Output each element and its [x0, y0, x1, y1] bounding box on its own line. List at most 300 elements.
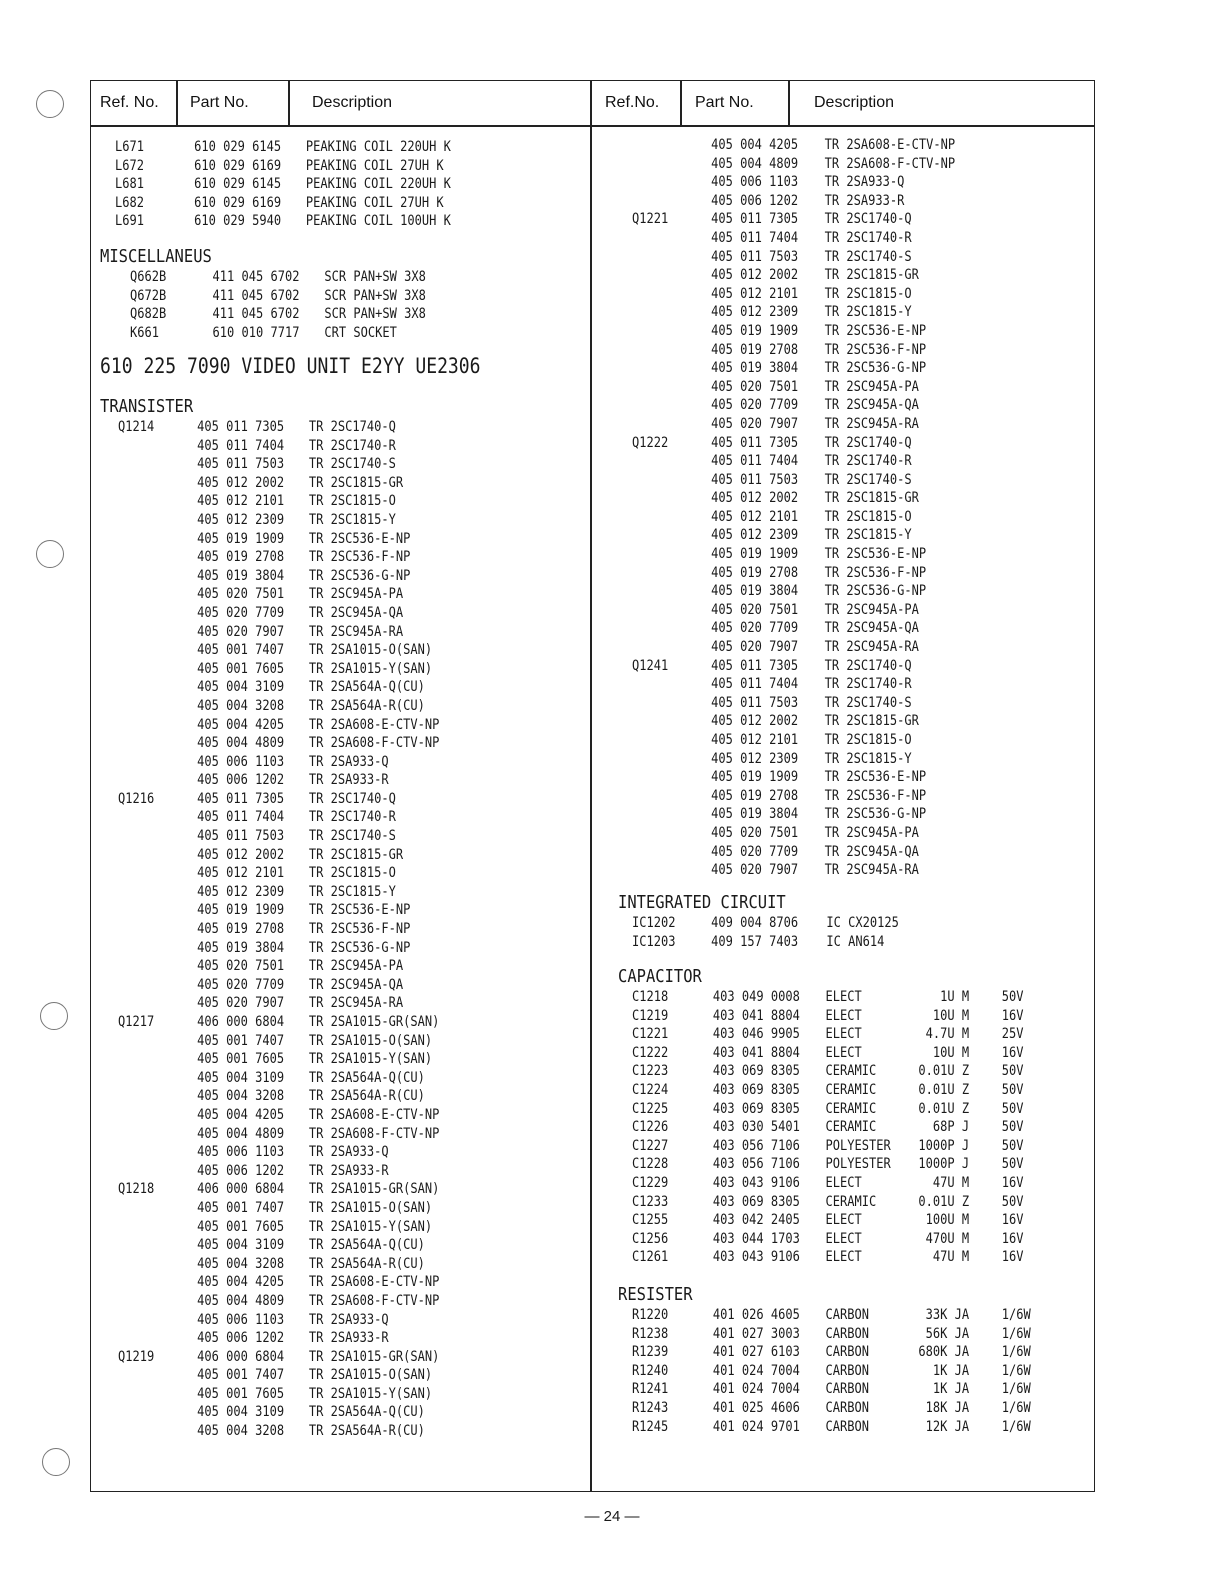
cell-part: 403 069 8305: [712, 1081, 800, 1098]
cell-ref: C1255: [632, 1212, 669, 1229]
cell-desc: TR 2SC1815-O: [308, 865, 396, 882]
cell-desc: TR 2SC536-E-NP: [824, 322, 927, 339]
punch-hole-lower: [40, 1002, 68, 1030]
cell-part: 403 041 8804: [712, 1044, 800, 1061]
cell-part: 405 012 2309: [197, 511, 285, 528]
cell-desc: TR 2SC945A-PA: [824, 824, 919, 841]
cell-desc: TR 2SA608-F-CTV-NP: [308, 1292, 440, 1309]
header-desc-left: Description: [312, 94, 393, 111]
cell-desc: TR 2SC945A-RA: [308, 995, 404, 1012]
cell-type: CARBON: [825, 1325, 869, 1342]
cell-part: 405 006 1103: [197, 1311, 285, 1328]
cell-desc: TR 2SC536-G-NP: [308, 567, 411, 584]
cell-val: 100U M: [925, 1212, 970, 1229]
cell-part: 405 006 1202: [197, 1330, 285, 1347]
cell-type: CERAMIC: [825, 1081, 877, 1098]
cell-ref: L672: [115, 157, 144, 174]
cell-val: 1000P J: [918, 1156, 970, 1173]
cell-desc: TR 2SA1015-O(SAN): [308, 1367, 433, 1384]
cell-part: 405 004 3109: [197, 1069, 285, 1086]
cell-volt: 16V: [1001, 1174, 1024, 1191]
punch-hole-top: [36, 90, 64, 118]
cell-part: 405 004 4205: [197, 716, 285, 733]
header-part-left: Part No.: [190, 94, 249, 111]
cell-volt: 16V: [1001, 1249, 1024, 1266]
cell-part: 401 025 4606: [712, 1399, 800, 1416]
cell-type: ELECT: [825, 1174, 862, 1191]
cell-desc: TR 2SC1740-S: [824, 694, 912, 711]
cell-desc: TR 2SC1815-O: [308, 493, 396, 510]
page-number: — 24 —: [584, 1508, 640, 1525]
cell-part: 405 020 7907: [711, 862, 799, 879]
cell-val: 1U M: [940, 989, 970, 1005]
cell-part: 403 069 8305: [712, 1100, 800, 1117]
cell-val: 0.01U Z: [918, 1081, 970, 1098]
cell-volt: 50V: [1001, 1193, 1024, 1210]
cell-desc: CRT SOCKET: [324, 324, 397, 341]
header-sep: [288, 80, 290, 126]
cell-desc: TR 2SC945A-QA: [824, 397, 919, 414]
cell-type: CARBON: [825, 1381, 869, 1398]
cell-part: 405 019 2708: [711, 787, 799, 804]
cell-part: 405 019 3804: [711, 360, 799, 377]
cell-desc: TR 2SC536-G-NP: [824, 806, 927, 823]
cell-part: 405 020 7907: [197, 623, 285, 640]
cell-part: 406 000 6804: [197, 1348, 285, 1365]
header-ref-right: Ref.No.: [605, 94, 660, 111]
cell-part: 405 011 7503: [197, 828, 285, 845]
cell-part: 405 019 2708: [711, 564, 799, 581]
cell-desc: TR 2SA1015-O(SAN): [308, 1032, 433, 1049]
cell-desc: TR 2SC1740-S: [308, 456, 396, 473]
cell-part: 405 011 7305: [197, 790, 285, 807]
cell-desc: TR 2SC945A-RA: [308, 623, 404, 640]
cell-desc: TR 2SC1815-O: [824, 285, 912, 302]
cell-desc: TR 2SC536-F-NP: [308, 549, 411, 566]
cell-ref: Q662B: [130, 269, 167, 285]
cell-ref: C1261: [632, 1249, 669, 1266]
cell-type: CERAMIC: [825, 1100, 877, 1117]
cell-part: 405 019 2708: [711, 341, 799, 358]
cell-part: 403 042 2405: [712, 1212, 800, 1229]
cell-part: 401 027 6103: [712, 1344, 800, 1361]
cell-part: 405 012 2002: [197, 474, 285, 491]
cell-ref: C1221: [632, 1026, 669, 1043]
cell-ref: L682: [115, 194, 144, 211]
cell-ref: C1218: [632, 989, 669, 1005]
cell-desc: TR 2SC1740-R: [308, 437, 396, 454]
cell-part: 405 001 7605: [197, 1218, 285, 1235]
cell-volt: 50V: [1001, 989, 1024, 1005]
cell-val: 1K JA: [932, 1362, 970, 1379]
cell-desc: TR 2SA933-Q: [824, 174, 905, 191]
cell-part: 405 019 3804: [197, 939, 285, 956]
cell-part: 401 024 9701: [712, 1418, 800, 1435]
cell-val: 10U M: [932, 1044, 970, 1061]
cell-desc: IC CX20125: [826, 915, 899, 931]
cell-volt: 1/6W: [1001, 1307, 1031, 1323]
cell-ref: C1229: [632, 1174, 669, 1191]
cell-part: 405 001 7407: [197, 1367, 285, 1384]
cell-part: 405 004 3208: [197, 1423, 285, 1440]
cell-part: 405 020 7709: [711, 397, 799, 414]
cell-desc: TR 2SC945A-QA: [824, 620, 919, 637]
cell-type: ELECT: [825, 1026, 862, 1043]
cell-ref: R1241: [632, 1381, 669, 1398]
cell-ref: Q1222: [632, 434, 669, 451]
cell-ref: Q682B: [130, 306, 167, 323]
cell-part: 405 020 7709: [711, 843, 799, 860]
cell-desc: TR 2SA933-Q: [308, 1311, 389, 1328]
cell-part: 411 045 6702: [212, 287, 300, 304]
cell-part: 405 004 4809: [197, 735, 285, 752]
cell-part: 405 011 7503: [711, 694, 799, 711]
cell-part: 409 004 8706: [711, 915, 799, 931]
cell-desc: SCR PAN+SW 3X8: [324, 287, 426, 304]
cell-desc: TR 2SC1740-S: [824, 248, 912, 265]
cell-part: 405 019 2708: [197, 921, 285, 938]
cell-desc: TR 2SA933-R: [308, 1162, 389, 1179]
cell-volt: 16V: [1001, 1212, 1024, 1229]
cell-ref: R1220: [632, 1307, 669, 1323]
cell-part: 401 024 7004: [712, 1362, 800, 1379]
cell-desc: TR 2SC536-F-NP: [308, 921, 411, 938]
cell-desc: PEAKING COIL 27UH K: [305, 194, 444, 211]
cell-part: 405 019 1909: [711, 546, 799, 563]
cell-part: 405 019 3804: [711, 806, 799, 823]
cell-volt: 50V: [1001, 1063, 1024, 1080]
cell-ref: IC1203: [632, 933, 676, 950]
cell-desc: TR 2SA1015-GR(SAN): [308, 1181, 440, 1198]
cell-part: 405 012 2309: [711, 527, 799, 544]
cell-desc: TR 2SA608-E-CTV-NP: [308, 1274, 440, 1291]
cell-desc: TR 2SC1740-Q: [824, 211, 912, 228]
cell-desc: TR 2SC1815-Y: [824, 527, 912, 544]
cell-type: CERAMIC: [825, 1063, 877, 1080]
cell-volt: 1/6W: [1001, 1325, 1031, 1342]
cell-type: CERAMIC: [825, 1119, 877, 1136]
section-title-transister-left: TRANSISTER: [100, 396, 194, 417]
cell-desc: TR 2SA564A-Q(CU): [308, 1069, 425, 1086]
cell-part: 405 012 2101: [197, 493, 285, 510]
cell-desc: TR 2SA1015-O(SAN): [308, 642, 433, 659]
section-title-misc: MISCELLANEUS: [100, 246, 212, 267]
cell-part: 405 020 7501: [197, 958, 285, 975]
cell-part: 405 020 7709: [197, 976, 285, 993]
cell-part: 405 011 7305: [711, 657, 799, 674]
cell-desc: TR 2SC536-G-NP: [824, 360, 927, 377]
cell-type: CARBON: [825, 1307, 869, 1323]
cell-part: 405 020 7501: [711, 601, 799, 618]
cell-part: 610 029 5940: [194, 213, 282, 230]
cell-part: 401 024 7004: [712, 1381, 800, 1398]
cell-part: 405 019 1909: [711, 769, 799, 786]
cell-part: 405 004 3208: [197, 697, 285, 714]
cell-ref: C1219: [632, 1007, 669, 1024]
cell-desc: TR 2SC1815-O: [824, 732, 912, 748]
cell-val: 56K JA: [925, 1325, 970, 1342]
header-ref-left: Ref. No.: [100, 94, 159, 111]
cell-part: 405 001 7605: [197, 1385, 285, 1402]
cell-part: 610 029 6169: [194, 157, 282, 174]
cell-desc: TR 2SC1815-Y: [308, 883, 396, 900]
cell-part: 405 012 2309: [197, 883, 285, 900]
cell-desc: TR 2SA564A-R(CU): [308, 1255, 425, 1272]
cell-desc: TR 2SA608-E-CTV-NP: [308, 1106, 440, 1123]
cell-desc: TR 2SC536-F-NP: [824, 564, 927, 581]
section-title-resister: RESISTER: [618, 1284, 693, 1305]
cell-desc: TR 2SA608-F-CTV-NP: [308, 1125, 440, 1142]
cell-val: 680K JA: [918, 1344, 970, 1361]
cell-part: 405 019 3804: [197, 567, 285, 584]
cell-desc: TR 2SA1015-Y(SAN): [308, 1218, 433, 1235]
cell-part: 405 004 4809: [197, 1292, 285, 1309]
cell-desc: TR 2SA564A-Q(CU): [308, 1404, 425, 1421]
cell-val: 47U M: [932, 1174, 970, 1191]
header-sep: [788, 80, 790, 126]
cell-part: 405 011 7305: [197, 419, 285, 435]
cell-part: 403 069 8305: [712, 1063, 800, 1080]
cell-part: 405 006 1202: [711, 192, 799, 209]
cell-desc: TR 2SC536-E-NP: [308, 902, 411, 919]
cell-desc: TR 2SC945A-PA: [308, 586, 404, 603]
cell-desc: TR 2SA933-Q: [308, 1144, 389, 1161]
cell-desc: TR 2SC945A-QA: [824, 843, 919, 860]
cell-part: 405 011 7305: [711, 211, 799, 228]
cell-part: 405 012 2101: [197, 865, 285, 882]
cell-ref: C1222: [632, 1044, 669, 1061]
cell-part: 405 019 1909: [197, 530, 285, 547]
cell-desc: TR 2SC1815-Y: [308, 511, 396, 528]
cell-desc: TR 2SC1740-S: [824, 471, 912, 488]
cell-val: 0.01U Z: [918, 1193, 970, 1210]
cell-ref: C1233: [632, 1193, 669, 1210]
cell-desc: TR 2SC1815-GR: [308, 474, 404, 491]
cell-type: ELECT: [825, 1249, 862, 1266]
cell-volt: 1/6W: [1001, 1399, 1031, 1416]
cell-desc: TR 2SA933-Q: [308, 753, 389, 770]
cell-type: CARBON: [825, 1399, 869, 1416]
cell-type: ELECT: [825, 1007, 862, 1024]
cell-part: 403 056 7106: [712, 1156, 800, 1173]
cell-desc: TR 2SA1015-GR(SAN): [308, 1348, 440, 1365]
header-part-right: Part No.: [695, 94, 754, 111]
cell-type: ELECT: [825, 989, 862, 1005]
cell-ref: Q1218: [118, 1181, 155, 1198]
cell-desc: TR 2SA608-E-CTV-NP: [308, 716, 440, 733]
cell-part: 405 019 1909: [711, 322, 799, 339]
cell-desc: TR 2SA1015-GR(SAN): [308, 1014, 440, 1030]
cell-ref: Q1214: [118, 419, 155, 435]
cell-part: 405 006 1202: [197, 1162, 285, 1179]
cell-ref: C1256: [632, 1230, 669, 1247]
cell-part: 405 020 7907: [711, 639, 799, 656]
cell-desc: TR 2SC1740-R: [308, 809, 396, 826]
cell-ref: C1225: [632, 1100, 669, 1117]
cell-desc: TR 2SC1740-Q: [824, 657, 912, 674]
cell-desc: TR 2SC536-G-NP: [824, 583, 927, 600]
cell-desc: TR 2SC536-E-NP: [824, 546, 927, 563]
cell-ref: R1240: [632, 1362, 669, 1379]
cell-desc: TR 2SC1815-Y: [824, 304, 912, 321]
cell-part: 405 011 7503: [197, 456, 285, 473]
cell-part: 405 001 7407: [197, 1032, 285, 1049]
cell-part: 405 004 4809: [197, 1125, 285, 1142]
cell-part: 403 044 1703: [712, 1230, 800, 1247]
cell-ref: C1228: [632, 1156, 669, 1173]
cell-part: 405 001 7407: [197, 1199, 285, 1216]
cell-part: 405 020 7709: [197, 604, 285, 621]
cell-desc: TR 2SA933-R: [824, 192, 905, 209]
cell-volt: 50V: [1001, 1100, 1024, 1117]
cell-ref: Q1219: [118, 1348, 155, 1365]
cell-part: 401 026 4605: [712, 1307, 800, 1323]
cell-desc: TR 2SC1740-Q: [824, 434, 912, 451]
cell-part: 405 020 7501: [197, 586, 285, 603]
cell-part: 405 020 7501: [711, 378, 799, 395]
cell-val: 68P J: [932, 1119, 970, 1136]
cell-part: 405 019 2708: [197, 549, 285, 566]
cell-part: 405 020 7907: [711, 415, 799, 432]
cell-ref: Q1216: [118, 790, 155, 807]
cell-val: 1K JA: [932, 1381, 970, 1398]
cell-volt: 16V: [1001, 1044, 1024, 1061]
cell-ref: C1223: [632, 1063, 669, 1080]
cell-desc: TR 2SC1740-R: [824, 453, 912, 470]
cell-part: 411 045 6702: [212, 306, 300, 323]
cell-ref: C1226: [632, 1119, 669, 1136]
cell-part: 403 056 7106: [712, 1137, 800, 1154]
cell-val: 470U M: [925, 1230, 970, 1247]
cell-part: 405 012 2002: [197, 846, 285, 863]
unit-title: 610 225 7090 VIDEO UNIT E2YY UE2306: [100, 354, 481, 378]
cell-desc: IC AN614: [826, 933, 885, 950]
cell-part: 405 020 7907: [197, 995, 285, 1012]
cell-type: POLYESTER: [825, 1137, 891, 1154]
cell-desc: SCR PAN+SW 3X8: [324, 269, 426, 285]
cell-type: CERAMIC: [825, 1193, 877, 1210]
cell-part: 405 006 1202: [197, 772, 285, 789]
cell-part: 409 157 7403: [711, 933, 799, 950]
punch-hole-bottom: [42, 1448, 70, 1476]
cell-part: 405 001 7605: [197, 660, 285, 677]
cell-desc: TR 2SC945A-QA: [308, 976, 404, 993]
cell-desc: TR 2SC536-G-NP: [308, 939, 411, 956]
cell-part: 610 010 7717: [212, 324, 300, 341]
cell-part: 405 011 7404: [711, 676, 799, 693]
cell-ref: L691: [115, 213, 144, 230]
header-sep: [176, 80, 178, 126]
cell-desc: TR 2SA564A-R(CU): [308, 1088, 425, 1105]
cell-part: 411 045 6702: [212, 269, 300, 285]
cell-desc: TR 2SC945A-PA: [824, 378, 919, 395]
cell-desc: PEAKING COIL 27UH K: [305, 157, 444, 174]
cell-part: 406 000 6804: [197, 1181, 285, 1198]
cell-part: 405 012 2002: [711, 267, 799, 284]
cell-volt: 16V: [1001, 1007, 1024, 1024]
cell-desc: TR 2SC945A-QA: [308, 604, 404, 621]
cell-ref: L671: [115, 139, 144, 155]
cell-val: 0.01U Z: [918, 1063, 970, 1080]
cell-ref: C1227: [632, 1137, 669, 1154]
cell-type: ELECT: [825, 1044, 862, 1061]
cell-part: 405 004 3109: [197, 679, 285, 696]
cell-part: 405 020 7501: [711, 824, 799, 841]
cell-part: 405 011 7404: [711, 229, 799, 246]
cell-val: 10U M: [932, 1007, 970, 1024]
cell-part: 405 004 4205: [197, 1106, 285, 1123]
cell-part: 403 030 5401: [712, 1119, 800, 1136]
cell-ref: R1243: [632, 1399, 669, 1416]
cell-type: CARBON: [825, 1418, 869, 1435]
cell-volt: 50V: [1001, 1081, 1024, 1098]
cell-volt: 50V: [1001, 1156, 1024, 1173]
cell-part: 405 011 7305: [711, 434, 799, 451]
cell-part: 405 006 1103: [197, 1144, 285, 1161]
cell-part: 610 029 6169: [194, 194, 282, 211]
cell-desc: TR 2SA608-F-CTV-NP: [308, 735, 440, 752]
cell-desc: TR 2SC1740-R: [824, 229, 912, 246]
cell-desc: TR 2SA564A-Q(CU): [308, 1237, 425, 1254]
cell-desc: TR 2SC536-E-NP: [308, 530, 411, 547]
cell-part: 405 001 7605: [197, 1051, 285, 1068]
cell-ref: R1239: [632, 1344, 669, 1361]
cell-desc: TR 2SA1015-Y(SAN): [308, 660, 433, 677]
cell-volt: 1/6W: [1001, 1381, 1031, 1398]
cell-val: 12K JA: [925, 1418, 970, 1435]
cell-desc: TR 2SC536-F-NP: [824, 341, 927, 358]
cell-part: 405 004 3109: [197, 1237, 285, 1254]
cell-val: 4.7U M: [925, 1026, 970, 1043]
cell-ref: Q1241: [632, 657, 669, 674]
cell-desc: TR 2SC1740-Q: [308, 790, 396, 807]
cell-part: 610 029 6145: [194, 176, 282, 193]
cell-part: 405 006 1103: [197, 753, 285, 770]
cell-desc: PEAKING COIL 220UH K: [305, 176, 451, 193]
cell-part: 610 029 6145: [194, 139, 282, 155]
cell-val: 18K JA: [925, 1399, 970, 1416]
cell-desc: TR 2SC1815-GR: [308, 846, 404, 863]
cell-desc: TR 2SC1815-GR: [824, 713, 919, 730]
cell-part: 403 049 0008: [712, 989, 800, 1005]
cell-val: 0.01U Z: [918, 1100, 970, 1117]
cell-desc: TR 2SC1815-GR: [824, 267, 919, 284]
cell-desc: PEAKING COIL 220UH K: [305, 139, 451, 155]
cell-desc: TR 2SC1740-R: [824, 676, 912, 693]
cell-desc: TR 2SA564A-R(CU): [308, 1423, 425, 1440]
cell-ref: L681: [115, 176, 144, 193]
cell-part: 403 046 9905: [712, 1026, 800, 1043]
cell-desc: TR 2SC945A-PA: [824, 601, 919, 618]
cell-part: 405 012 2002: [711, 490, 799, 507]
cell-desc: TR 2SA933-R: [308, 772, 389, 789]
cell-desc: TR 2SC1740-S: [308, 828, 396, 845]
cell-type: POLYESTER: [825, 1156, 891, 1173]
cell-part: 403 069 8305: [712, 1193, 800, 1210]
cell-part: 403 041 8804: [712, 1007, 800, 1024]
cell-desc: SCR PAN+SW 3X8: [324, 306, 426, 323]
cell-part: 405 011 7503: [711, 248, 799, 265]
cell-val: 1000P J: [918, 1137, 970, 1154]
cell-part: 405 011 7404: [197, 809, 285, 826]
cell-desc: TR 2SC945A-RA: [824, 415, 919, 432]
cell-desc: TR 2SC536-E-NP: [824, 769, 927, 786]
cell-desc: TR 2SA1015-O(SAN): [308, 1199, 433, 1216]
cell-ref: IC1202: [632, 915, 676, 931]
cell-desc: TR 2SC1815-Y: [824, 750, 912, 767]
cell-part: 405 006 1103: [711, 174, 799, 191]
cell-part: 405 001 7407: [197, 642, 285, 659]
